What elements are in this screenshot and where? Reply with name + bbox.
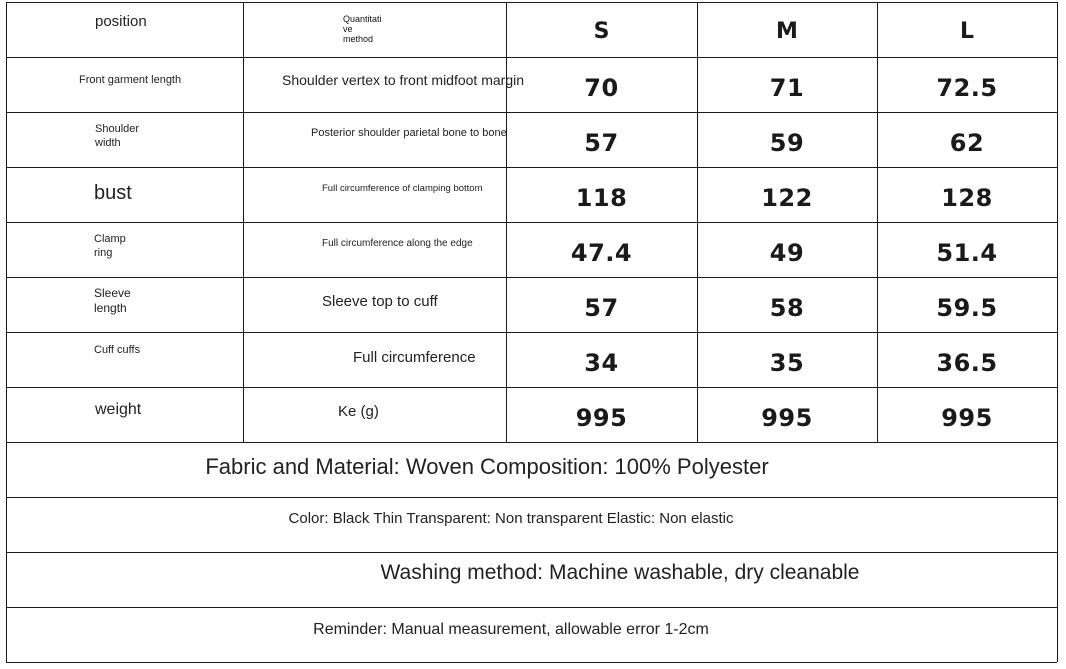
header-method: Quantitati ve method xyxy=(343,14,382,44)
row-method: Full circumference along the edge xyxy=(322,237,473,249)
row-value-l: 36.5 xyxy=(936,349,998,377)
row-value-l: 128 xyxy=(941,184,993,212)
fabric-note: Fabric and Material: Woven Composition: 100% Polyester xyxy=(205,454,769,479)
row-value-m: 59 xyxy=(769,129,805,157)
row-method: Full circumference xyxy=(353,348,476,366)
header-size-m: M xyxy=(776,18,798,44)
row-value-l: 72.5 xyxy=(936,74,998,102)
table-border-line xyxy=(243,2,244,442)
reminder-note: Reminder: Manual measurement, allowable error 1-2cm xyxy=(313,621,709,638)
row-value-s: 47.4 xyxy=(570,239,633,267)
row-value-l: 995 xyxy=(941,404,993,432)
row-position: bust xyxy=(94,181,132,204)
row-method: Sleeve top to cuff xyxy=(322,292,438,310)
header-size-s: S xyxy=(593,18,610,44)
row-method: Ke (g) xyxy=(338,402,379,420)
row-value-m: 35 xyxy=(769,349,805,377)
table-border-line xyxy=(6,662,1057,663)
row-value-s: 995 xyxy=(575,404,628,432)
table-border-line xyxy=(6,2,7,662)
row-position: Shoulder width xyxy=(95,123,140,149)
row-value-s: 57 xyxy=(584,294,619,322)
row-value-s: 34 xyxy=(584,349,619,377)
row-position: Cuff cuffs xyxy=(94,343,141,356)
row-value-l: 62 xyxy=(949,129,985,157)
row-value-m: 122 xyxy=(761,184,813,212)
row-value-m: 58 xyxy=(769,294,805,322)
row-position: weight xyxy=(95,401,142,418)
row-value-m: 49 xyxy=(769,239,805,267)
row-value-m: 71 xyxy=(769,74,805,102)
row-value-l: 51.4 xyxy=(936,239,998,267)
header-position: position xyxy=(95,12,147,30)
header-size-l: L xyxy=(959,18,975,44)
row-value-s: 57 xyxy=(584,129,619,157)
color-note: Color: Black Thin Transparent: Non transparent Elastic: Non elastic xyxy=(288,509,734,527)
row-position: Sleeve length xyxy=(94,286,131,315)
row-method: Shoulder vertex to front midfoot margin xyxy=(282,72,525,88)
row-value-m: 995 xyxy=(761,404,813,432)
row-value-s: 70 xyxy=(584,74,619,102)
row-position: Clamp ring xyxy=(94,233,126,259)
row-value-s: 118 xyxy=(575,184,628,212)
washing-note: Washing method: Machine washable, dry cleanable xyxy=(380,561,860,584)
row-method: Full circumference of clamping bottom xyxy=(322,182,483,194)
row-value-l: 59.5 xyxy=(936,294,998,322)
row-method: Posterior shoulder parietal bone to bone xyxy=(311,127,507,139)
row-position: Front garment length xyxy=(79,74,182,86)
